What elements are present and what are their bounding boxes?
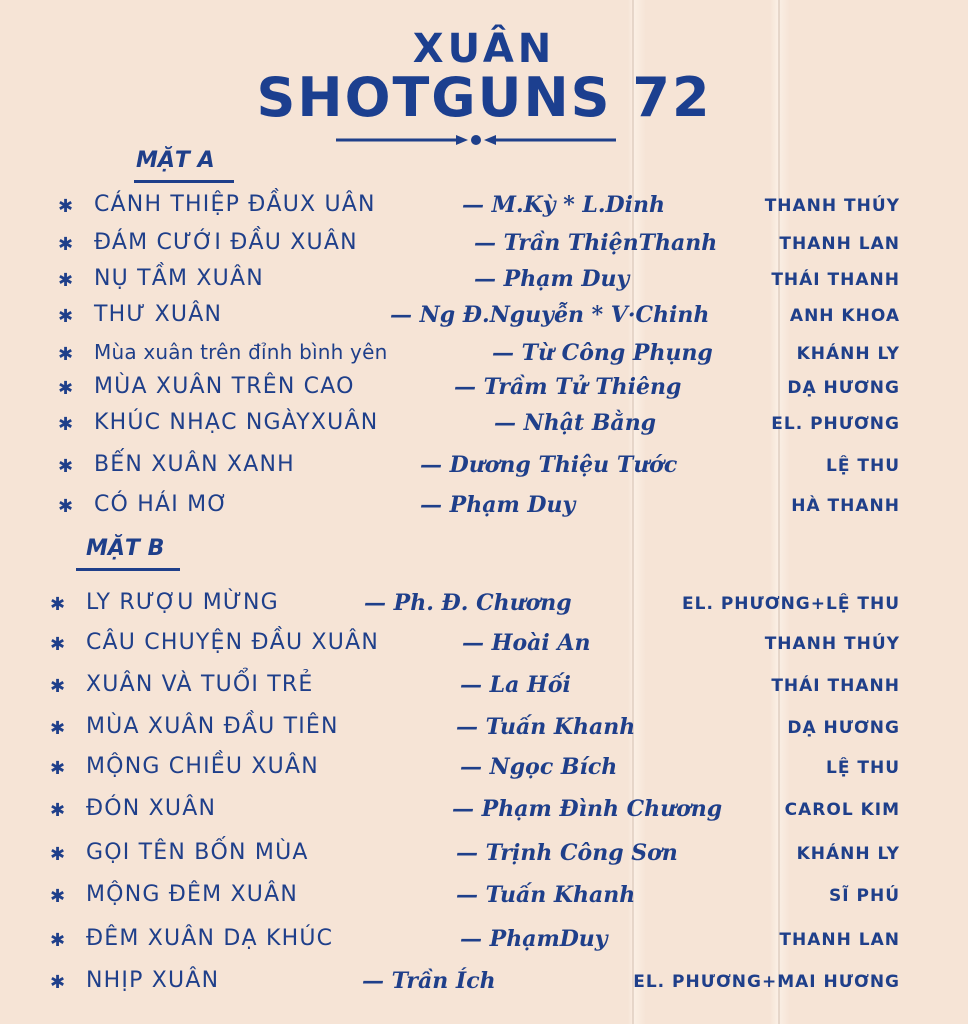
bullet-star-icon: ✱ xyxy=(50,930,66,951)
composer-credit: — Trần Ích xyxy=(362,968,496,994)
composer-credit: — Ng Đ.Nguyễn * V·Chinh xyxy=(390,302,710,328)
song-title: CÓ HÁI MƠ xyxy=(94,492,229,517)
side-a-track-row xyxy=(0,228,968,264)
song-title: NỤ TẦM XUÂN xyxy=(94,266,264,291)
bullet-star-icon: ✱ xyxy=(50,718,66,739)
side-a-track-row xyxy=(0,338,968,374)
side-a-track-row xyxy=(0,264,968,300)
side-b-underline xyxy=(76,568,180,571)
composer-credit: — Hoài An xyxy=(462,630,591,656)
singer-name: CAROL KIM xyxy=(784,800,900,820)
composer-credit: — PhạmDuy xyxy=(460,926,608,952)
singer-name: LỆ THU xyxy=(826,758,900,778)
song-title: CÁNH THIỆP ĐẦUX UÂN xyxy=(94,192,376,217)
side-a-label: MẶT A xyxy=(136,148,215,173)
singer-name: SĨ PHÚ xyxy=(829,886,900,906)
bullet-star-icon: ✱ xyxy=(50,758,66,779)
singer-name: DẠ HƯƠNG xyxy=(787,718,900,738)
composer-credit: — Tuấn Khanh xyxy=(456,882,636,908)
singer-name: KHÁNH LY xyxy=(796,844,900,864)
composer-credit: — La Hối xyxy=(460,672,571,698)
song-title: KHÚC NHẠC NGÀYXUÂN xyxy=(94,410,379,435)
composer-credit: — Tuấn Khanh xyxy=(456,714,636,740)
composer-credit: — Dương Thiệu Tước xyxy=(420,452,678,478)
bullet-star-icon: ✱ xyxy=(58,378,74,399)
composer-credit: — Nhật Bằng xyxy=(494,410,657,436)
bullet-star-icon: ✱ xyxy=(50,800,66,821)
composer-credit: — Trầm Tử Thiêng xyxy=(454,374,682,400)
singer-name: KHÁNH LY xyxy=(796,344,900,364)
composer-credit: — M.Kỳ * L.Dinh xyxy=(462,192,665,218)
composer-credit: — Trần ThiệnThanh xyxy=(474,230,718,256)
bullet-star-icon: ✱ xyxy=(50,676,66,697)
bullet-star-icon: ✱ xyxy=(58,496,74,517)
bullet-star-icon: ✱ xyxy=(58,234,74,255)
song-title: MÙA XUÂN TRÊN CAO xyxy=(94,374,355,399)
composer-credit: — Phạm Duy xyxy=(420,492,576,518)
bullet-star-icon: ✱ xyxy=(50,886,66,907)
ornament-divider-icon xyxy=(336,130,616,150)
singer-name: THÁI THANH xyxy=(771,270,900,290)
singer-name: DẠ HƯƠNG xyxy=(787,378,900,398)
song-title: ĐÓN XUÂN xyxy=(86,796,217,821)
song-title: BẾN XUÂN XANH xyxy=(94,452,295,477)
song-title: ĐÁM CƯỚI ĐẦU XUÂN xyxy=(94,230,358,255)
bullet-star-icon: ✱ xyxy=(58,306,74,327)
singer-name: HÀ THANH xyxy=(791,496,900,516)
singer-name: THANH LAN xyxy=(779,930,900,950)
side-a-track-row xyxy=(0,408,968,444)
side-b-track-row xyxy=(0,880,968,916)
side-b-track-row xyxy=(0,628,968,664)
song-title: Mùa xuân trên đỉnh bình yên xyxy=(94,340,388,364)
header-title-xuan: XUÂN xyxy=(412,26,556,72)
side-b-track-row xyxy=(0,924,968,960)
side-a-track-row xyxy=(0,190,968,226)
singer-name: ANH KHOA xyxy=(789,306,900,326)
singer-name: EL. PHƯƠNG+LỆ THU xyxy=(682,594,900,614)
side-b-track-row xyxy=(0,712,968,748)
composer-credit: — Ngọc Bích xyxy=(460,754,618,780)
bullet-star-icon: ✱ xyxy=(50,844,66,865)
song-title: XUÂN VÀ TUỔI TRẺ xyxy=(86,672,314,697)
side-b-label: MẶT B xyxy=(86,536,165,561)
side-a-track-row xyxy=(0,300,968,336)
singer-name: THANH THÚY xyxy=(764,634,900,654)
side-b-track-row xyxy=(0,670,968,706)
composer-credit: — Từ Công Phụng xyxy=(492,340,713,366)
bullet-star-icon: ✱ xyxy=(58,414,74,435)
header-title-main: SHOTGUNS 72 xyxy=(256,66,712,129)
singer-name: EL. PHƯƠNG+MAI HƯƠNG xyxy=(633,972,900,992)
composer-credit: — Trịnh Công Sơn xyxy=(456,840,678,866)
bullet-star-icon: ✱ xyxy=(58,270,74,291)
song-title: THƯ XUÂN xyxy=(94,302,223,327)
song-title: CÂU CHUYỆN ĐẦU XUÂN xyxy=(86,630,379,655)
side-b-track-row xyxy=(0,966,968,1002)
song-title: ĐÊM XUÂN DẠ KHÚC xyxy=(86,926,334,951)
bullet-star-icon: ✱ xyxy=(58,344,74,365)
song-title: MÙA XUÂN ĐẦU TIÊN xyxy=(86,714,339,739)
side-a-track-row xyxy=(0,490,968,526)
song-title: MỘNG ĐÊM XUÂN xyxy=(86,882,298,907)
song-title: GỌI TÊN BỐN MÙA xyxy=(86,840,309,865)
side-a-track-row xyxy=(0,372,968,408)
side-b-track-row xyxy=(0,588,968,624)
composer-credit: — Ph. Đ. Chương xyxy=(364,590,572,616)
bullet-star-icon: ✱ xyxy=(50,634,66,655)
bullet-star-icon: ✱ xyxy=(58,456,74,477)
song-title: MỘNG CHIỀU XUÂN xyxy=(86,754,319,779)
song-title: LY RƯỢU MỪNG xyxy=(86,590,279,615)
side-a-underline xyxy=(134,180,234,183)
singer-name: THANH LAN xyxy=(779,234,900,254)
singer-name: THANH THÚY xyxy=(764,196,900,216)
side-b-track-row xyxy=(0,838,968,874)
song-title: NHỊP XUÂN xyxy=(86,968,220,993)
bullet-star-icon: ✱ xyxy=(58,196,74,217)
singer-name: EL. PHƯƠNG xyxy=(771,414,900,434)
side-b-track-row xyxy=(0,752,968,788)
bullet-star-icon: ✱ xyxy=(50,972,66,993)
singer-name: LỆ THU xyxy=(826,456,900,476)
side-a-track-row xyxy=(0,450,968,486)
singer-name: THÁI THANH xyxy=(771,676,900,696)
bullet-star-icon: ✱ xyxy=(50,594,66,615)
composer-credit: — Phạm Duy xyxy=(474,266,630,292)
side-b-track-row xyxy=(0,794,968,830)
composer-credit: — Phạm Đình Chương xyxy=(452,796,723,822)
